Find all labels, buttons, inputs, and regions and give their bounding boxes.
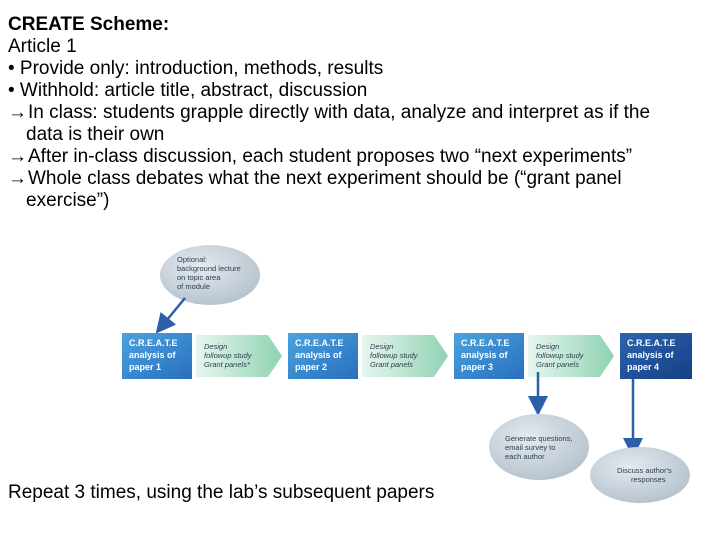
followup-arrow-3	[528, 335, 614, 377]
optional-line: of module	[177, 282, 210, 291]
optional-line: background lecture	[177, 264, 241, 273]
followup-arrow-1	[196, 335, 282, 377]
arrow-item-text: Whole class debates what the next experiment should be (“grant panel	[28, 168, 622, 189]
arrow-line: Grant panels	[536, 360, 579, 369]
create-box-paper-3	[454, 333, 524, 379]
generate-line: each author	[505, 452, 545, 461]
arrow-line: Design	[204, 342, 228, 351]
arrow-item-continuation: exercise”)	[26, 190, 110, 211]
discuss-line: Discuss author's	[617, 466, 672, 475]
box-line: paper 4	[627, 362, 660, 372]
box-line: C.R.E.A.T.E	[461, 338, 510, 348]
generate-line: email survey to	[505, 443, 556, 452]
right-arrow-icon: →	[8, 168, 27, 189]
box-line: analysis of	[627, 350, 674, 360]
arrow-item-continuation: data is their own	[26, 124, 165, 145]
optional-line: Optional:	[177, 255, 208, 264]
box-line: paper 1	[129, 362, 162, 372]
box-line: C.R.E.A.T.E	[129, 338, 178, 348]
arrow-line: Design	[536, 342, 560, 351]
arrow-item-text: In class: students grapple directly with data, analyze and interpret as if the	[28, 102, 651, 123]
arrow-line: followup study	[536, 351, 584, 360]
box-line: analysis of	[461, 350, 508, 360]
slide-footer: Repeat 3 times, using the lab’s subsequent papers	[8, 482, 435, 503]
right-arrow-icon: →	[8, 102, 27, 123]
box-line: analysis of	[295, 350, 342, 360]
discuss-line: responses	[631, 475, 666, 484]
create-box-paper-2	[288, 333, 358, 379]
optional-line: on topic area	[177, 273, 221, 282]
right-arrow-icon: →	[8, 146, 27, 167]
arrow-line: followup study	[370, 351, 418, 360]
arrow-line: Design	[370, 342, 394, 351]
box-line: C.R.E.A.T.E	[295, 338, 344, 348]
arrow-line: Grant panels	[370, 360, 413, 369]
bullet-provide: • Provide only: introduction, methods, results	[8, 58, 384, 79]
slide-title: CREATE Scheme:	[8, 14, 170, 35]
bullet-withhold: • Withhold: article title, abstract, discussion	[8, 80, 368, 101]
box-line: paper 3	[461, 362, 494, 372]
discuss-responses-node	[590, 447, 690, 503]
arrow-item-text: After in-class discussion, each student proposes two “next experiments”	[28, 146, 633, 167]
box-line: C.R.E.A.T.E	[627, 338, 676, 348]
followup-arrow-2	[362, 335, 448, 377]
generate-line: Generate questions,	[505, 434, 573, 443]
connector-lecture-to-paper1	[162, 298, 185, 326]
slide-subtitle: Article 1	[8, 36, 77, 57]
arrow-line: Grant panels*	[204, 360, 250, 369]
create-box-paper-4	[620, 333, 692, 379]
create-box-paper-1	[122, 333, 192, 379]
optional-lecture-node	[160, 245, 260, 305]
box-line: paper 2	[295, 362, 328, 372]
box-line: analysis of	[129, 350, 176, 360]
arrow-line: followup study	[204, 351, 252, 360]
generate-questions-node	[489, 414, 589, 480]
